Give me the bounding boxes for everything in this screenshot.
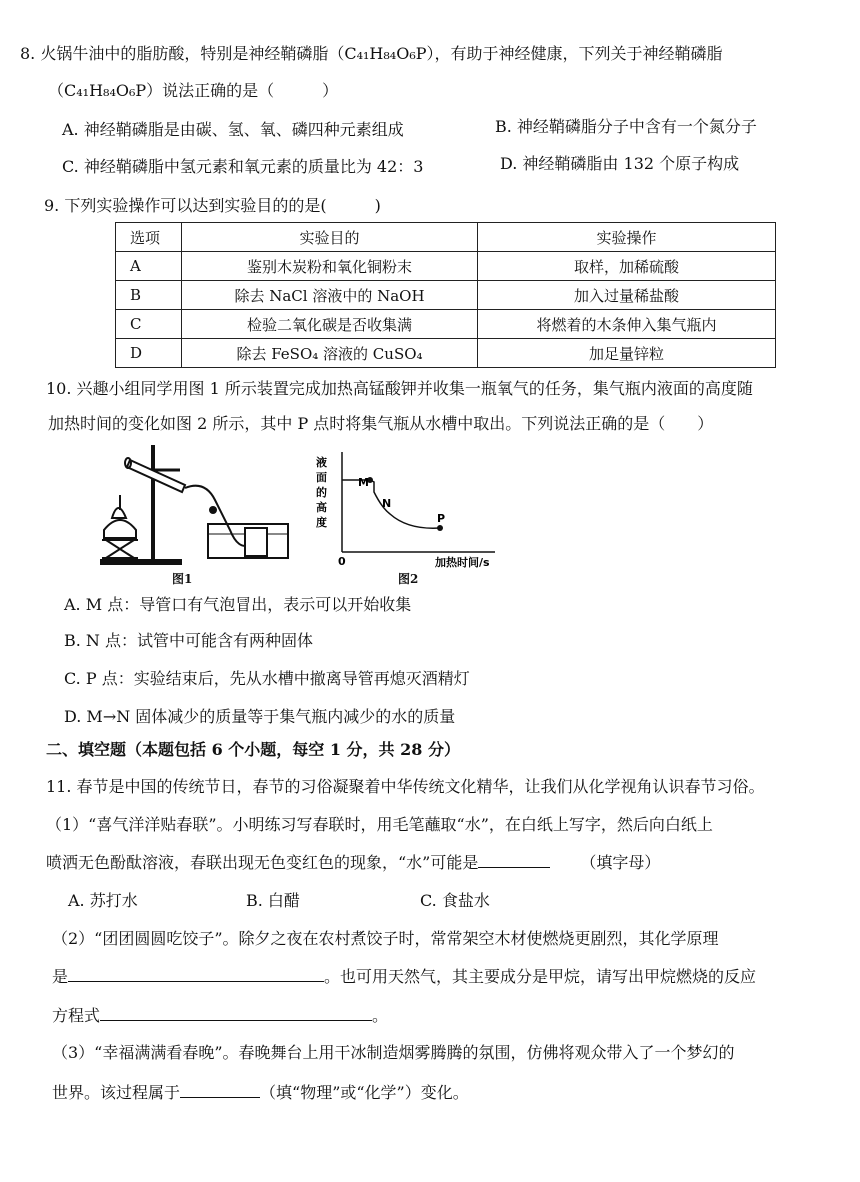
experiment-table — [115, 222, 776, 368]
q11-part1-line2 — [46, 852, 660, 874]
q11-part2-line2 — [52, 966, 756, 988]
point-n-label: N — [382, 497, 392, 510]
table-row — [116, 310, 776, 339]
q8-option-c: C. 神经鞘磷脂中氢元素和氧元素的质量比为 42：3 — [62, 157, 424, 176]
y-axis-label-char: 高 — [316, 501, 327, 514]
table-cell: 取样，加稀硫酸 — [478, 252, 776, 281]
q8-option-a: A. 神经鞘磷脂是由碳、氢、氧、磷四种元素组成 — [62, 120, 404, 139]
origin-label: 0 — [338, 555, 346, 568]
q10-stem-line1: 10. 兴趣小组同学用图 1 所示装置完成加热高锰酸钾并收集一瓶氧气的任务，集气瓶内液面的高度随 — [46, 379, 753, 398]
table-row — [116, 339, 776, 368]
q11-part3-line2 — [52, 1082, 469, 1104]
level-graph — [310, 452, 510, 570]
q11-part2-line3-suffix: 。 — [372, 1006, 389, 1025]
table-cell: A — [116, 252, 182, 281]
answer-blank[interactable] — [68, 966, 324, 982]
table-cell: 加入过量稀盐酸 — [478, 281, 776, 310]
q11-part2-suffix: 。也可用天然气，其主要成分是甲烷，请写出甲烷燃烧的反应 — [324, 967, 757, 986]
table-cell: D — [116, 339, 182, 368]
answer-blank[interactable] — [100, 1005, 372, 1021]
q8-stem-line1: 8. 火锅牛油中的脂肪酸，特别是神经鞘磷脂（C₄₁H₈₄O₆P），有助于神经健康，下列关于神经鞘磷脂 — [20, 44, 723, 63]
q11-part1-line1: （1）“喜气洋洋贴春联”。小明练习写春联时，用毛笔蘸取“水”，在白纸上写字，然后向白纸上 — [46, 815, 713, 834]
q8-option-d: D. 神经鞘磷脂由 132 个原子构成 — [500, 154, 740, 173]
point-p-marker — [437, 525, 443, 531]
point-m-label: M — [358, 476, 369, 489]
q11-part1-option-b: B. 白醋 — [246, 891, 300, 910]
q9-stem: 9. 下列实验操作可以达到实验目的的是( ) — [44, 196, 381, 215]
apparatus-figure — [90, 440, 300, 570]
q11-part3-suffix: （填“物理”或“化学”）变化。 — [260, 1083, 469, 1102]
x-axis-label: 加热时间/s — [435, 556, 490, 569]
q11-part2-line3 — [52, 1005, 388, 1027]
q8-stem-line2: （C₄₁H₈₄O₆P）说法正确的是（ ） — [48, 81, 339, 100]
table-cell: 除去 FeSO₄ 溶液的 CuSO₄ — [182, 339, 478, 368]
q11-part1-option-c: C. 食盐水 — [420, 891, 490, 910]
q11-stem: 11. 春节是中国的传统节日，春节的习俗凝聚着中华传统文化精华，让我们从化学视角认识春节习俗。 — [46, 777, 765, 796]
q10-option-d: D. M→N 固体减少的质量等于集气瓶内减少的水的质量 — [64, 707, 456, 726]
fig1-caption: 图1 — [172, 572, 193, 586]
q11-part3-prefix: 世界。该过程属于 — [52, 1083, 181, 1102]
q10-option-c: C. P 点：实验结束后，先从水槽中撤离导管再熄灭酒精灯 — [64, 669, 470, 688]
y-axis-label-char: 度 — [316, 516, 327, 529]
q11-part3-line1: （3）“幸福满满看春晚”。春晚舞台上用干冰制造烟雾腾腾的氛围，仿佛将观众带入了一个梦幻的 — [52, 1043, 735, 1062]
table-cell: B — [116, 281, 182, 310]
table-header-cell: 实验操作 — [478, 223, 776, 252]
q11-part2-prefix: 是 — [52, 967, 69, 986]
q11-part2-line3-prefix: 方程式 — [52, 1006, 101, 1025]
q11-part2-line1: （2）“团团圆圆吃饺子”。除夕之夜在农村煮饺子时，常常架空木材使燃烧更剧烈，其化学原理 — [52, 929, 719, 948]
q8-option-b: B. 神经鞘磷脂分子中含有一个氮分子 — [495, 117, 757, 136]
table-header-cell: 实验目的 — [182, 223, 478, 252]
q11-part1-option-a: A. 苏打水 — [68, 891, 138, 910]
q10-stem-line2: 加热时间的变化如图 2 所示，其中 P 点时将集气瓶从水槽中取出。下列说法正确的是（ ） — [48, 414, 714, 433]
fig2-caption: 图2 — [398, 572, 419, 586]
table-cell: 检验二氧化碳是否收集满 — [182, 310, 478, 339]
section-title: 二、填空题（本题包括 6 个小题，每空 1 分，共 28 分） — [46, 740, 460, 759]
table-cell: 除去 NaCl 溶液中的 NaOH — [182, 281, 478, 310]
point-p-label: P — [437, 512, 446, 525]
table-cell: C — [116, 310, 182, 339]
q11-part1-hint: （填字母） — [580, 853, 661, 872]
table-cell: 将燃着的木条伸入集气瓶内 — [478, 310, 776, 339]
table-header-row — [116, 223, 776, 252]
y-axis-label-char: 面 — [316, 471, 327, 484]
answer-blank[interactable] — [478, 852, 550, 868]
q10-option-b: B. N 点：试管中可能含有两种固体 — [64, 631, 314, 650]
y-axis-label-char: 液 — [316, 456, 327, 469]
y-axis-label-char: 的 — [316, 486, 327, 499]
table-cell: 鉴别木炭粉和氧化铜粉末 — [182, 252, 478, 281]
table-row — [116, 252, 776, 281]
answer-blank[interactable] — [180, 1082, 260, 1098]
table-cell: 加足量锌粒 — [478, 339, 776, 368]
q11-part1-text: 喷洒无色酚酞溶液，春联出现无色变红色的现象，“水”可能是 — [46, 853, 479, 872]
table-header-cell: 选项 — [116, 223, 182, 252]
table-row — [116, 281, 776, 310]
q10-option-a: A. M 点：导管口有气泡冒出，表示可以开始收集 — [64, 595, 412, 614]
